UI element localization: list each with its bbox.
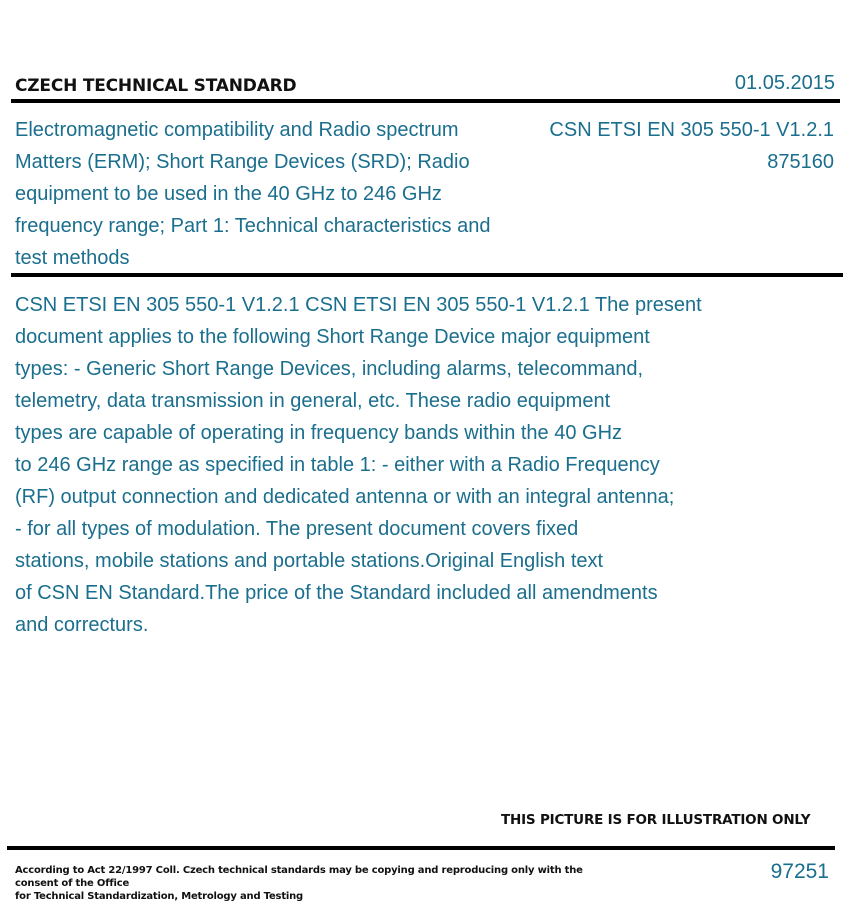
- document-number: 97251: [770, 860, 829, 883]
- illustration-note: THIS PICTURE IS FOR ILLUSTRATION ONLY: [501, 812, 811, 828]
- legal-notice-line-1: According to Act 22/1997 Coll. Czech technical standards may be copying and reproducing only with the consent of the Office: [15, 865, 583, 889]
- catalog-number: 875160: [767, 151, 834, 173]
- standard-designation: CSN ETSI EN 305 550-1 V1.2.1: [549, 119, 834, 141]
- standard-title: Electromagnetic compatibility and Radio spectrum Matters (ERM); Short Range Devices (SRD); Radio equipment to be used in the 40 GHz to 246 GHz frequency range; Part 1: Technical characteristics and test methods: [15, 119, 491, 269]
- legal-notice-line-2: for Technical Standardization, Metrology and Testing: [15, 891, 303, 902]
- publication-date: 01.05.2015: [734, 72, 835, 94]
- standard-reference: [549, 114, 834, 178]
- header-divider: [11, 99, 840, 103]
- standard-description: CSN ETSI EN 305 550-1 V1.2.1 CSN ETSI EN 305 550-1 V1.2.1 The present document applies to the following Short Range Device major equipment types: - Generic Short Range Devices, including alarms, telecommand, telemetry, data transmission in general, etc. These radio equipment types are capable of operating in frequency bands within the 40 GHz to 246 GHz range as specified in table 1: - either with a Radio Frequency (RF) output connection and dedicated antenna or with an integral antenna; - for all types of modulation. The present document covers fixed stations, mobile stations and portable stations.Original English text of CSN EN Standard.The price of the Standard included all amendments and correcturs.: [15, 294, 702, 636]
- legal-notice: [15, 864, 615, 903]
- title-divider: [11, 273, 843, 277]
- standard-type-label: CZECH TECHNICAL STANDARD: [15, 76, 297, 96]
- footer-divider: [7, 846, 835, 850]
